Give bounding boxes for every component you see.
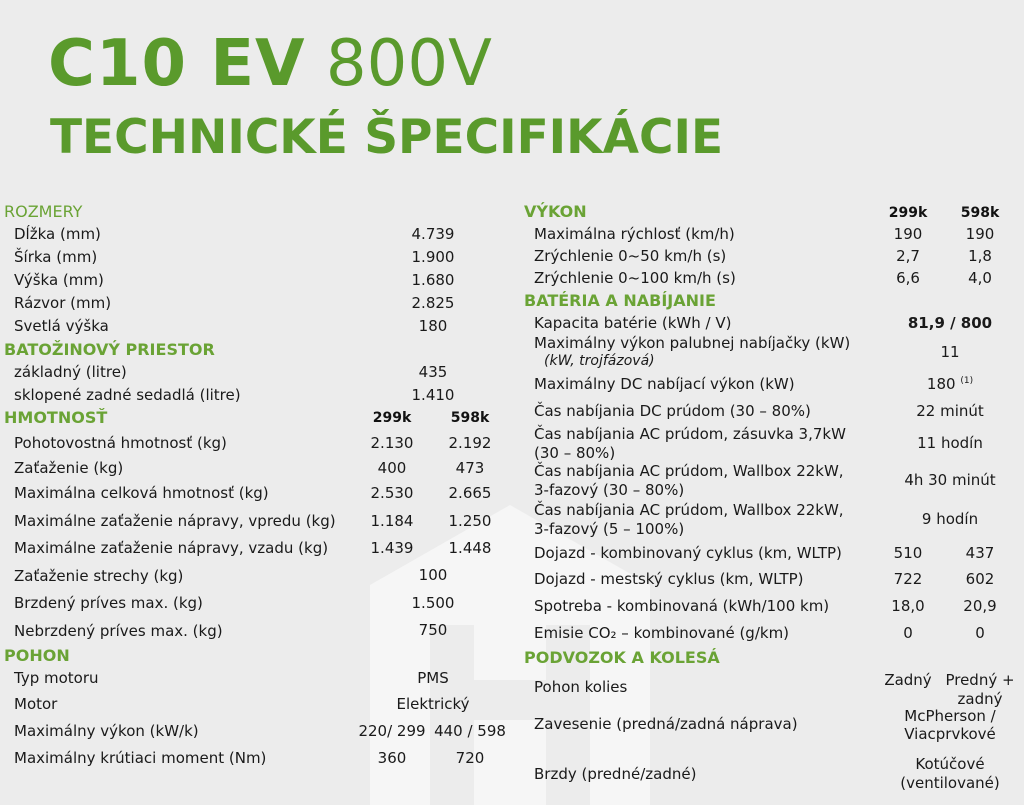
col-header-598k: 598k xyxy=(450,410,490,426)
spec-value: 100 xyxy=(418,566,448,584)
spec-label: Svetlá výška xyxy=(14,317,109,335)
spec-value: 400 xyxy=(377,459,407,477)
spec-value: 2.192 xyxy=(448,434,492,452)
spec-value: 1.250 xyxy=(448,512,492,530)
spec-label-cont: 3-fazový (30 – 80%) xyxy=(534,481,685,499)
spec-label-cont: 3-fazový (5 – 100%) xyxy=(534,520,685,538)
section-hmotnost: HMOTNOSŤ xyxy=(4,408,108,427)
spec-value: 81,9 / 800 xyxy=(907,314,993,332)
section-bateria: BATÉRIA A NABÍJANIE xyxy=(524,291,716,310)
spec-value: 0 xyxy=(975,624,985,642)
spec-value: 360 xyxy=(377,749,407,767)
section-rozmery: ROZMERY xyxy=(4,202,83,221)
spec-value: Kotúčové xyxy=(915,755,985,773)
spec-label: Maximálna celková hmotnosť (kg) xyxy=(14,484,269,502)
spec-value: 4.739 xyxy=(411,225,455,243)
section-podvozok: PODVOZOK A KOLESÁ xyxy=(524,648,720,667)
spec-value: 750 xyxy=(418,621,448,639)
spec-value: 180 xyxy=(418,317,448,335)
section-vykon: VÝKON xyxy=(524,202,587,221)
spec-value: 2.665 xyxy=(448,484,492,502)
spec-value: Zadný xyxy=(884,671,932,689)
spec-value: 437 xyxy=(965,544,995,562)
spec-value: 2,7 xyxy=(896,247,920,265)
spec-value: 1.500 xyxy=(411,594,455,612)
spec-label: Čas nabíjania AC prúdom, Wallbox 22kW, xyxy=(534,462,844,480)
spec-label: Maximálna rýchlosť (km/h) xyxy=(534,225,735,243)
spec-value: 435 xyxy=(418,363,448,381)
spec-value: 190 xyxy=(965,225,995,243)
spec-value: Predný + xyxy=(945,671,1015,689)
spec-value: 473 xyxy=(455,459,485,477)
spec-value: 4h 30 minút xyxy=(904,471,996,489)
spec-label: Maximálny výkon (kW/k) xyxy=(14,722,199,740)
spec-value: 1.680 xyxy=(411,271,455,289)
spec-value: 722 xyxy=(893,570,923,588)
voltage-label: 800V xyxy=(325,27,492,101)
spec-value: 1.184 xyxy=(370,512,414,530)
spec-label: Maximálny krútiaci moment (Nm) xyxy=(14,749,267,767)
spec-value: 11 xyxy=(940,343,960,361)
spec-label: Maximálny výkon palubnej nabíjačky (kW) xyxy=(534,334,851,352)
spec-sublabel: (kW, trojfázová) xyxy=(544,353,655,369)
spec-label: Spotreba - kombinovaná (kWh/100 km) xyxy=(534,597,830,615)
spec-value: 510 xyxy=(893,544,923,562)
col-header-598k: 598k xyxy=(960,205,1000,221)
spec-label: Rázvor (mm) xyxy=(14,294,112,312)
spec-label: Brzdený príves max. (kg) xyxy=(14,594,203,612)
spec-value-cont: (ventilované) xyxy=(900,774,1000,792)
page-title xyxy=(48,24,492,104)
section-pohon: POHON xyxy=(4,646,70,665)
spec-value-cont: zadný xyxy=(957,690,1003,708)
spec-label: Nebrzdený príves max. (kg) xyxy=(14,622,223,640)
col-header-299k: 299k xyxy=(372,410,412,426)
spec-value: 20,9 xyxy=(963,597,997,615)
spec-label: Typ motoru xyxy=(14,669,99,687)
spec-value: 1,8 xyxy=(968,247,992,265)
spec-value: 2.825 xyxy=(411,294,455,312)
spec-label: Brzdy (predné/zadné) xyxy=(534,765,697,783)
spec-value: 1.410 xyxy=(411,386,455,404)
model-name: C10 EV xyxy=(48,27,306,101)
spec-value: 1.900 xyxy=(411,248,455,266)
spec-label: Zavesenie (predná/zadná náprava) xyxy=(534,715,798,733)
spec-value: 1.448 xyxy=(448,539,492,557)
spec-label: Maximálne zaťaženie nápravy, vpredu (kg) xyxy=(14,512,336,530)
spec-value: 440 / 598 xyxy=(434,722,506,740)
spec-label: Čas nabíjania DC prúdom (30 – 80%) xyxy=(534,402,811,420)
spec-value: 4,0 xyxy=(968,269,992,287)
spec-label: Výška (mm) xyxy=(14,271,104,289)
spec-label: Zrýchlenie 0~50 km/h (s) xyxy=(534,247,727,265)
section-batozinovy: BATOŽINOVÝ PRIESTOR xyxy=(4,340,215,359)
spec-value: 2.130 xyxy=(370,434,414,452)
spec-label: Pohon kolies xyxy=(534,678,628,696)
spec-value: 18,0 xyxy=(891,597,925,615)
spec-label: Zrýchlenie 0~100 km/h (s) xyxy=(534,269,736,287)
spec-label: Čas nabíjania AC prúdom, zásuvka 3,7kW xyxy=(534,425,846,443)
spec-value-cont: Viacprvkové xyxy=(904,725,996,743)
spec-value: 720 xyxy=(455,749,485,767)
spec-value: 6,6 xyxy=(896,269,920,287)
spec-label: Pohotovostná hmotnosť (kg) xyxy=(14,434,227,452)
spec-value: 11 hodín xyxy=(917,434,983,452)
dc-power-value: 180 xyxy=(926,375,956,393)
spec-label: Kapacita batérie (kWh / V) xyxy=(534,314,732,332)
spec-value: 220/ 299 xyxy=(358,722,426,740)
spec-label: Maximálne zaťaženie nápravy, vzadu (kg) xyxy=(14,539,329,557)
spec-value: 2.530 xyxy=(370,484,414,502)
page-subtitle: TECHNICKÉ ŠPECIFIKÁCIE xyxy=(50,110,724,165)
spec-value: 602 xyxy=(965,570,995,588)
spec-value: 22 minút xyxy=(916,402,984,420)
spec-value-dc xyxy=(900,375,1000,393)
spec-label: Dojazd - kombinovaný cyklus (km, WLTP) xyxy=(534,544,842,562)
spec-value: Elektrický xyxy=(396,695,470,713)
spec-value: 9 hodín xyxy=(921,510,979,528)
spec-label: Dojazd - mestský cyklus (km, WLTP) xyxy=(534,570,804,588)
footnote-marker: (1) xyxy=(960,376,974,386)
spec-value: 190 xyxy=(893,225,923,243)
spec-label: Čas nabíjania AC prúdom, Wallbox 22kW, xyxy=(534,501,844,519)
spec-label: Zaťaženie strechy (kg) xyxy=(14,567,184,585)
spec-value: 1.439 xyxy=(370,539,414,557)
spec-label-cont: (30 – 80%) xyxy=(534,444,616,462)
spec-label: Dĺžka (mm) xyxy=(14,225,101,243)
col-header-299k: 299k xyxy=(888,205,928,221)
spec-label: Motor xyxy=(14,695,58,713)
spec-label: Emisie CO₂ – kombinované (g/km) xyxy=(534,624,790,642)
spec-value: McPherson / xyxy=(904,707,996,725)
spec-label: Zaťaženie (kg) xyxy=(14,459,124,477)
spec-value: 0 xyxy=(903,624,913,642)
spec-label: Maximálny DC nabíjací výkon (kW) xyxy=(534,375,795,393)
spec-value: PMS xyxy=(417,669,449,687)
spec-label: Šírka (mm) xyxy=(14,248,98,266)
spec-label: základný (litre) xyxy=(14,363,127,381)
spec-label: sklopené zadné sedadlá (litre) xyxy=(14,386,241,404)
